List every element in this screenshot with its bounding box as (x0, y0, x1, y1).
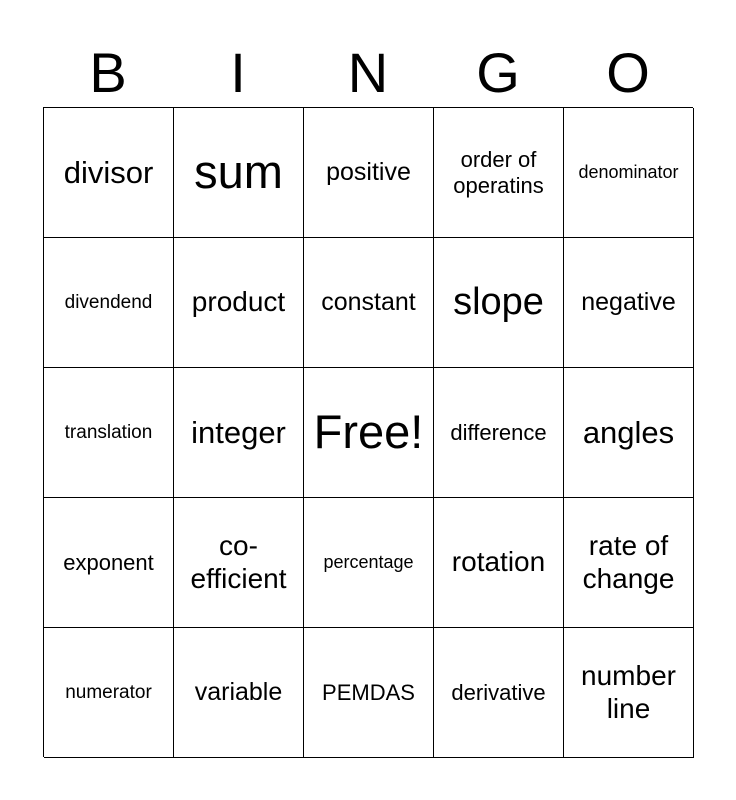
bingo-cell-r5-c1[interactable] (44, 628, 174, 758)
cell-label: sum (194, 145, 283, 199)
cell-label: rotation (451, 546, 546, 578)
bingo-cell-r5-c5[interactable] (564, 628, 694, 758)
cell-label: numerator (65, 681, 152, 703)
cell-label: number line (581, 660, 676, 724)
bingo-cell-r5-c3[interactable] (304, 628, 434, 758)
bingo-board (43, 107, 693, 757)
bingo-cell-r4-c3[interactable] (304, 498, 434, 628)
cell-label: integer (191, 414, 286, 450)
bingo-cell-r1-c2[interactable] (174, 108, 304, 238)
cell-label: product (191, 286, 286, 318)
header-letter-n: N (347, 41, 389, 104)
bingo-cell-r2-c5[interactable] (564, 238, 694, 368)
cell-label: order of operatins (453, 147, 544, 198)
bingo-cell-r1-c4[interactable] (434, 108, 564, 238)
bingo-cell-r4-c2[interactable] (174, 498, 304, 628)
cell-label: slope (453, 280, 544, 323)
cell-label: co-efficient (190, 530, 287, 594)
bingo-cell-r5-c4[interactable] (434, 628, 564, 758)
cell-label: exponent (63, 549, 154, 575)
bingo-cell-r3-c4[interactable] (434, 368, 564, 498)
bingo-cell-r4-c1[interactable] (44, 498, 174, 628)
cell-label: constant (321, 288, 416, 317)
bingo-cell-r3-c1[interactable] (44, 368, 174, 498)
header-letter-o: O (606, 41, 650, 104)
cell-label: variable (194, 678, 283, 707)
header-letter-i: I (230, 41, 246, 104)
cell-label: angles (582, 414, 675, 450)
header-letter-g: G (476, 41, 520, 104)
free-space-label: Free! (313, 405, 424, 459)
bingo-cell-r1-c5[interactable] (564, 108, 694, 238)
cell-label: PEMDAS (322, 679, 415, 705)
cell-label: divendend (64, 291, 153, 313)
header-letter-b: B (89, 41, 127, 104)
bingo-cell-r3-c3[interactable] (304, 368, 434, 498)
bingo-cell-r5-c2[interactable] (174, 628, 304, 758)
bingo-cell-r4-c5[interactable] (564, 498, 694, 628)
cell-label: negative (581, 288, 676, 317)
bingo-cell-r2-c3[interactable] (304, 238, 434, 368)
bingo-cell-r1-c3[interactable] (304, 108, 434, 238)
cell-label: difference (450, 419, 547, 445)
cell-label: percentage (323, 552, 414, 573)
cell-label: denominator (578, 162, 679, 183)
bingo-cell-r3-c5[interactable] (564, 368, 694, 498)
bingo-cell-r2-c4[interactable] (434, 238, 564, 368)
bingo-header (43, 38, 693, 108)
cell-label: positive (326, 158, 411, 187)
cell-label: rate of change (582, 530, 675, 594)
bingo-cell-r3-c2[interactable] (174, 368, 304, 498)
bingo-cell-r2-c1[interactable] (44, 238, 174, 368)
bingo-cell-r2-c2[interactable] (174, 238, 304, 368)
bingo-cell-r4-c4[interactable] (434, 498, 564, 628)
bingo-cell-r1-c1[interactable] (44, 108, 174, 238)
cell-label: divisor (63, 154, 154, 190)
cell-label: translation (64, 421, 153, 443)
cell-label: derivative (451, 679, 546, 705)
